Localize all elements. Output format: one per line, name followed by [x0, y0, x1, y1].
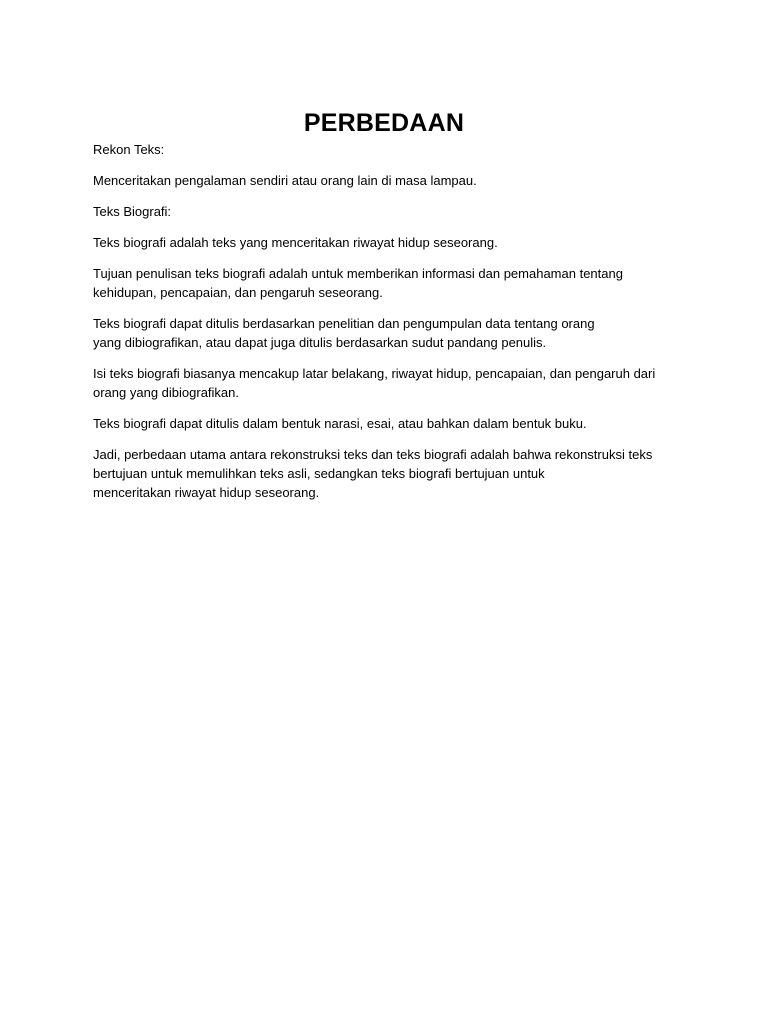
page-title: PERBEDAAN: [303, 108, 465, 137]
paragraph-biografi-sources: Teks biografi dapat ditulis berdasarkan penelitian dan pengumpulan data tentang orang yang dibiografikan, atau dapat juga ditulis berdasarkan sudut pandang penulis.: [93, 316, 595, 350]
paragraph-biografi-definition: Teks biografi adalah teks yang menceritakan riwayat hidup seseorang.: [93, 235, 498, 250]
document-body: [93, 140, 668, 514]
paragraph-conclusion: Jadi, perbedaan utama antara rekonstruksi teks dan teks biografi adalah bahwa rekonstruksi teks bertujuan untuk memulihkan teks asli, sedangkan teks biografi bertujuan untuk menceritakan riwayat hidup seseorang.: [93, 447, 653, 500]
paragraph-biografi-forms: Teks biografi dapat ditulis dalam bentuk narasi, esai, atau bahkan dalam bentuk buku.: [93, 416, 587, 431]
section-heading-rekon-teks: Rekon Teks:: [93, 142, 165, 157]
section-heading-teks-biografi: Teks Biografi:: [93, 204, 172, 219]
paragraph-biografi-purpose: Tujuan penulisan teks biografi adalah untuk memberikan informasi dan pemahaman tentang kehidupan, pencapaian, dan pengaruh seseorang.: [93, 266, 623, 300]
paragraph-rekon-definition: Menceritakan pengalaman sendiri atau orang lain di masa lampau.: [93, 173, 477, 188]
paragraph-biografi-content: Isi teks biografi biasanya mencakup latar belakang, riwayat hidup, pencapaian, dan pengaruh dari orang yang dibiografikan.: [93, 366, 656, 400]
